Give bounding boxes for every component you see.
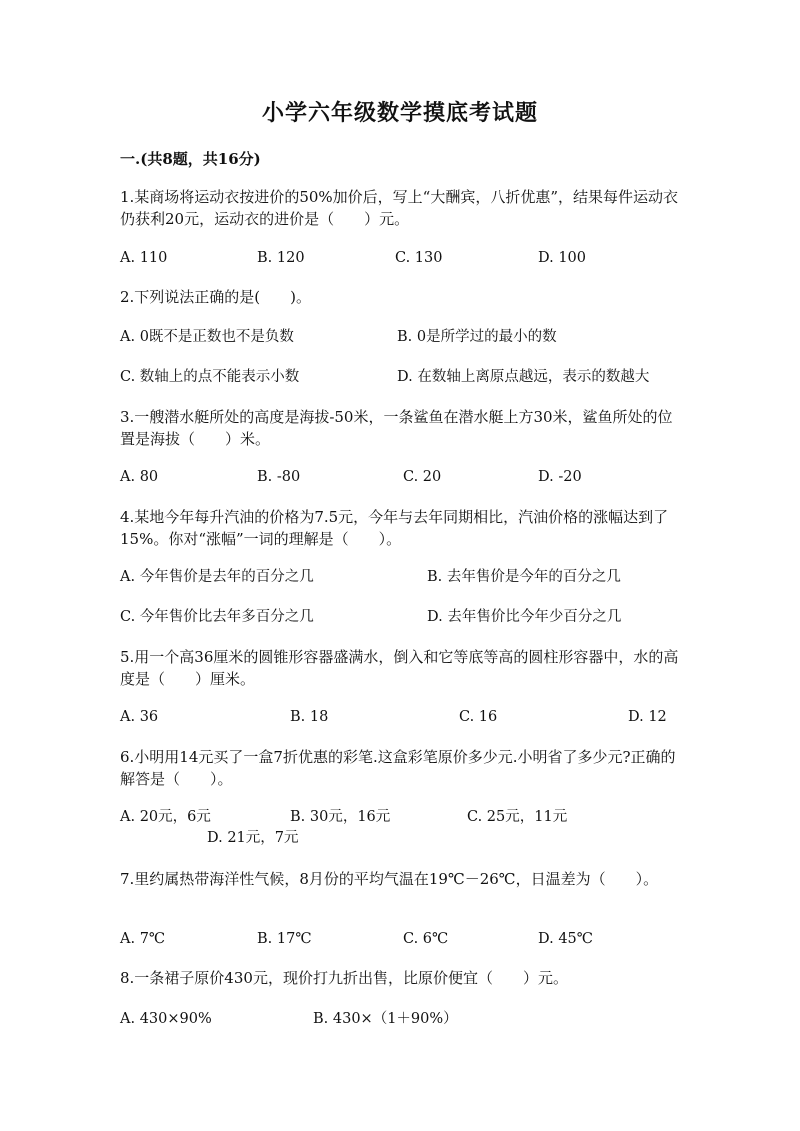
section-heading: 一.(共8题，共16分) [120,150,261,168]
question-6-option-c: C. 25元，11元 [467,809,568,825]
question-6-stem: 6.小明用14元买了一盒7折优惠的彩笔.这盒彩笔原价多少元.小明省了多少元?正确的解答是（ ）。 [120,748,676,788]
question-3-option-b: B. -80 [257,469,301,485]
question-8-stem: 8.一条裙子原价430元，现价打九折出售，比原价便宜（ ）元。 [120,969,568,987]
question-5-stem: 5.用一个高36厘米的圆锥形容器盛满水，倒入和它等底等高的圆柱形容器中，水的高度是（ ）厘米。 [120,648,679,688]
question-7-stem: 7.里约属热带海洋性气候，8月份的平均气温在19℃－26℃，日温差为（ ）。 [120,870,659,888]
question-3-stem: 3.一艘潜水艇所处的高度是海拔-50米，一条鲨鱼在潜水艇上方30米，鲨鱼所处的位置是海拔（ ）米。 [120,408,673,448]
question-3-option-c: C. 20 [403,469,442,485]
question-5-option-a: A. 36 [120,709,159,725]
question-4-option-a: A. 今年售价是去年的百分之几 [120,569,314,585]
question-4-option-d: D. 去年售价比今年少百分之几 [427,609,622,625]
question-2-option-c: C. 数轴上的点不能表示小数 [120,369,300,385]
question-3-option-a: A. 80 [120,469,159,485]
question-2-option-a: A. 0既不是正数也不是负数 [120,329,294,345]
question-2-option-d: D. 在数轴上离原点越远，表示的数越大 [397,369,650,385]
question-7-option-b: B. 17℃ [257,931,312,947]
question-4-option-b: B. 去年售价是今年的百分之几 [427,569,621,585]
question-1-option-c: C. 130 [395,250,443,266]
question-1-option-a: A. 110 [120,250,168,266]
question-6-option-d: D. 21元，7元 [207,830,299,846]
page-title: 小学六年级数学摸底考试题 [261,100,538,126]
question-3-option-d: D. -20 [538,469,582,485]
question-1-option-b: B. 120 [257,250,305,266]
question-6-option-b: B. 30元，16元 [290,809,391,825]
question-4-stem: 4.某地今年每升汽油的价格为7.5元，今年与去年同期相比，汽油价格的涨幅达到了15%。你对“涨幅”一词的理解是（ ）。 [120,508,669,548]
question-2-option-b: B. 0是所学过的最小的数 [397,329,557,345]
question-2-stem: 2.下列说法正确的是( )。 [120,288,312,306]
question-7-option-c: C. 6℃ [403,931,449,947]
question-7-option-d: D. 45℃ [538,931,593,947]
question-1-stem: 1.某商场将运动衣按进价的50%加价后，写上“大酬宾，八折优惠”，结果每件运动衣仍获利20元，运动衣的进价是（ ）元。 [120,188,678,228]
question-5-option-c: C. 16 [459,709,498,725]
question-8-option-b: B. 430×（1＋90%） [313,1011,458,1027]
question-5-option-d: D. 12 [628,709,667,725]
question-7-option-a: A. 7℃ [120,931,166,947]
question-1-option-d: D. 100 [538,250,587,266]
question-6-option-a: A. 20元，6元 [120,809,211,825]
question-8-option-a: A. 430×90% [120,1011,212,1027]
question-5-option-b: B. 18 [290,709,329,725]
question-4-option-c: C. 今年售价比去年多百分之几 [120,609,314,625]
